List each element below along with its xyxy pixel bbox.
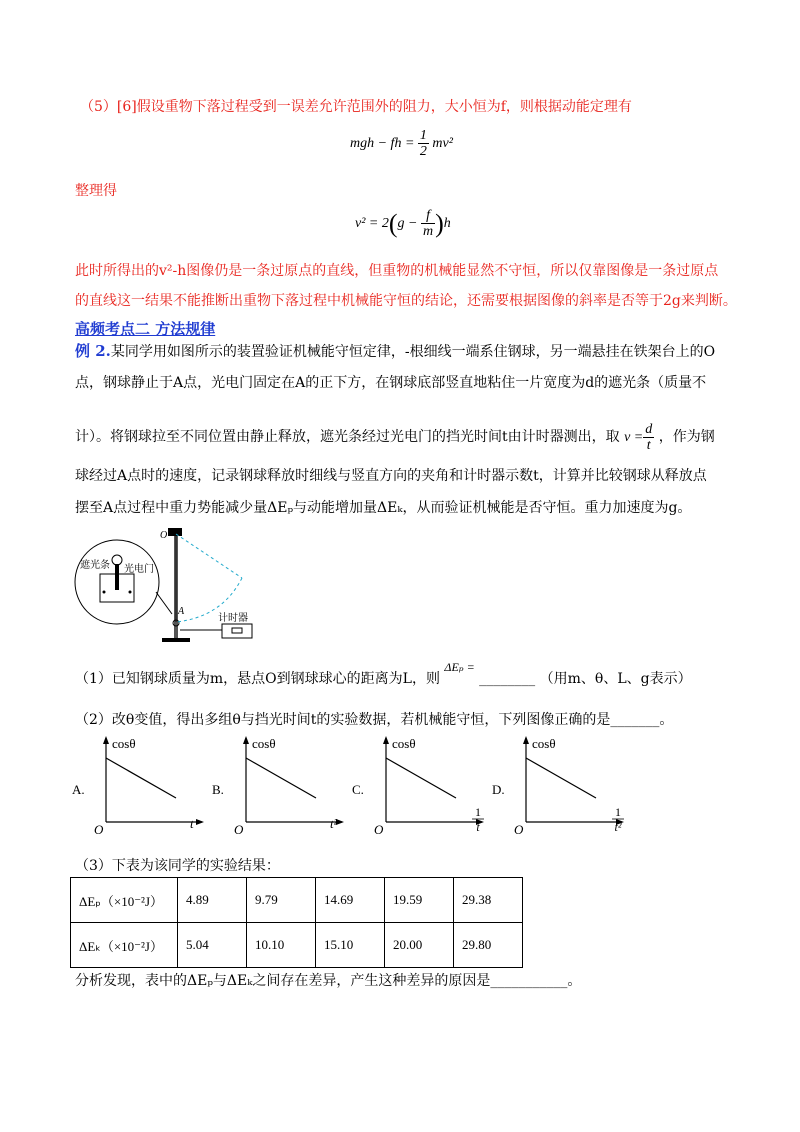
example-2-line-2: 点，钢球静止于A点，光电门固定在A的正下方，在钢球底部竖直地粘住一片宽度为d的遮光条（质量不 bbox=[75, 375, 707, 391]
x-axis-label: t bbox=[190, 816, 194, 831]
eq1-num: 1 bbox=[419, 128, 427, 143]
y-axis-arrow bbox=[523, 736, 529, 744]
eq1-fraction bbox=[418, 128, 429, 160]
x-label-num: 1 bbox=[615, 805, 621, 819]
eq1-den: 2 bbox=[419, 144, 427, 160]
d-over-t bbox=[643, 422, 654, 454]
analysis-text: 分析发现，表中的ΔEₚ与ΔEₖ之间存在差异，产生这种差异的原因是___________。 bbox=[75, 973, 582, 989]
magnify-pointer bbox=[156, 592, 172, 614]
y-axis-label: cosθ bbox=[532, 736, 556, 751]
table-cell: 5.04 bbox=[178, 923, 247, 968]
y-axis-arrow bbox=[103, 736, 109, 744]
y-axis-arrow bbox=[243, 736, 249, 744]
example-text-3b: ，作为钢 bbox=[658, 429, 715, 446]
question-1 bbox=[75, 660, 692, 688]
section-title: 高频考点二 方法规律 bbox=[75, 320, 216, 338]
stand-base bbox=[162, 638, 190, 642]
table-cell: 10.10 bbox=[247, 923, 316, 968]
conclusion-line-2: 的直线这一结果不能推断出重物下落过程中机械能守恒的结论，还需要根据图像的斜率是否等于2g来判断。 bbox=[75, 293, 737, 309]
eq2-g: g − bbox=[397, 216, 418, 232]
eq2-left: v² = 2 bbox=[355, 216, 389, 232]
label-gate: 光电门 bbox=[124, 564, 154, 575]
option-a[interactable] bbox=[72, 732, 212, 844]
eq2-den: m bbox=[422, 224, 434, 240]
label-O: O bbox=[160, 530, 168, 541]
label-shutter: 遮光条 bbox=[80, 560, 110, 571]
dashed-string bbox=[176, 534, 242, 578]
example-2-line-1 bbox=[75, 340, 715, 361]
q1-text-a: （1）已知钢球质量为m，悬点O到钢球球心的距离为L，则 bbox=[75, 671, 440, 687]
option-b[interactable] bbox=[212, 732, 352, 844]
origin-label: O bbox=[374, 822, 384, 837]
q1-answer-blank[interactable]: ________ bbox=[479, 671, 536, 687]
eq1-right: mv² bbox=[432, 136, 453, 152]
equation-v-squared: v² = 2(g − $\frac{f}{m}$ )h bbox=[355, 208, 451, 240]
option-letter: B. bbox=[212, 782, 224, 797]
origin-label: O bbox=[234, 822, 244, 837]
table-cell: 19.59 bbox=[385, 878, 454, 923]
table-row bbox=[71, 878, 523, 923]
y-axis-label: cosθ bbox=[392, 736, 416, 751]
example-label: 例 2. bbox=[75, 342, 111, 360]
table-cell: 9.79 bbox=[247, 878, 316, 923]
table-cell: 15.10 bbox=[316, 923, 385, 968]
velocity-formula bbox=[624, 422, 654, 454]
option-c[interactable] bbox=[352, 732, 492, 844]
timer-box bbox=[222, 624, 252, 638]
graph-line bbox=[386, 758, 456, 798]
question-2: （2）改θ变值，得出多组θ与挡光时间t的实验数据，若机械能守恒，下列图像正确的是_______。 bbox=[75, 712, 674, 728]
t-den: t bbox=[646, 438, 651, 454]
row-label-ep: ΔEₚ（×10⁻²J） bbox=[71, 878, 178, 923]
eq2-fraction bbox=[421, 208, 435, 240]
origin-label: O bbox=[514, 822, 524, 837]
example-2-line-4: 球经过A点时的速度，记录钢球释放时细线与竖直方向的夹角和计时器示数t，计算并比较钢球从释放点 bbox=[75, 468, 707, 484]
q1-text-b: （用m、θ、L、g表示） bbox=[539, 671, 692, 687]
example-2-line-5: 摆至A点过程中重力势能减少量ΔEₚ与动能增加量ΔEₖ，从而验证机械能是否守恒。重力加速度为g。 bbox=[75, 500, 692, 516]
x-axis-label: t² bbox=[330, 816, 338, 831]
table-cell: 20.00 bbox=[385, 923, 454, 968]
origin-label: O bbox=[94, 822, 104, 837]
option-letter: C. bbox=[352, 782, 364, 797]
table-row bbox=[71, 923, 523, 968]
conclusion-line-1: 此时所得出的v²-h图像仍是一条过原点的直线，但重物的机械能显然不守恒，所以仅靠图像是一条过原点 bbox=[75, 263, 719, 279]
results-table bbox=[70, 877, 523, 968]
example-2-line-3 bbox=[75, 422, 715, 454]
label-timer: 计时器 bbox=[218, 613, 248, 624]
magnified-shutter bbox=[115, 564, 119, 590]
x-axis-arrow bbox=[196, 819, 204, 825]
graph-line bbox=[246, 758, 316, 798]
row-label-ek: ΔEₖ（×10⁻²J） bbox=[71, 923, 178, 968]
magnified-ball bbox=[112, 555, 122, 565]
y-axis-label: cosθ bbox=[112, 736, 136, 751]
option-letter: A. bbox=[72, 782, 85, 797]
apparatus-figure bbox=[72, 522, 272, 647]
y-axis-label: cosθ bbox=[252, 736, 276, 751]
eq1-left: mgh − fh = bbox=[350, 136, 415, 152]
y-axis-arrow bbox=[383, 736, 389, 744]
example-text-3a: 计）。将钢球拉至不同位置由静止释放，遮光条经过光电门的挡光时间t由计时器测出，取 bbox=[75, 429, 620, 446]
table-cell: 14.69 bbox=[316, 878, 385, 923]
v-label: v = bbox=[624, 430, 644, 446]
organize-label: 整理得 bbox=[75, 183, 117, 199]
option-d[interactable] bbox=[492, 732, 632, 844]
question-3: （3）下表为该同学的实验结果： bbox=[75, 858, 280, 874]
equation-work-energy bbox=[350, 128, 453, 160]
table-cell: 29.38 bbox=[454, 878, 523, 923]
d-num: d bbox=[645, 422, 653, 437]
x-label-den: t² bbox=[614, 820, 622, 834]
table-cell: 29.80 bbox=[454, 923, 523, 968]
eq2-num: f bbox=[421, 208, 435, 224]
table-cell: 4.89 bbox=[178, 878, 247, 923]
example-text-1: 某同学用如图所示的装置验证机械能守恒定律，-根细线一端系住钢球，另一端悬挂在铁架台上的O bbox=[110, 344, 716, 360]
option-letter: D. bbox=[492, 782, 505, 797]
q1-delta-ep: ΔEₚ = bbox=[444, 660, 475, 674]
label-A: A bbox=[178, 606, 185, 617]
solution-5-intro: （5）[6]假设重物下落过程受到一误差允许范围外的阻力，大小恒为f，则根据动能定理有 bbox=[80, 99, 632, 115]
x-label-den: t bbox=[476, 820, 480, 834]
eq2-right: h bbox=[443, 216, 451, 232]
graph-line bbox=[106, 758, 176, 798]
graph-line bbox=[526, 758, 596, 798]
x-label-num: 1 bbox=[475, 805, 481, 819]
